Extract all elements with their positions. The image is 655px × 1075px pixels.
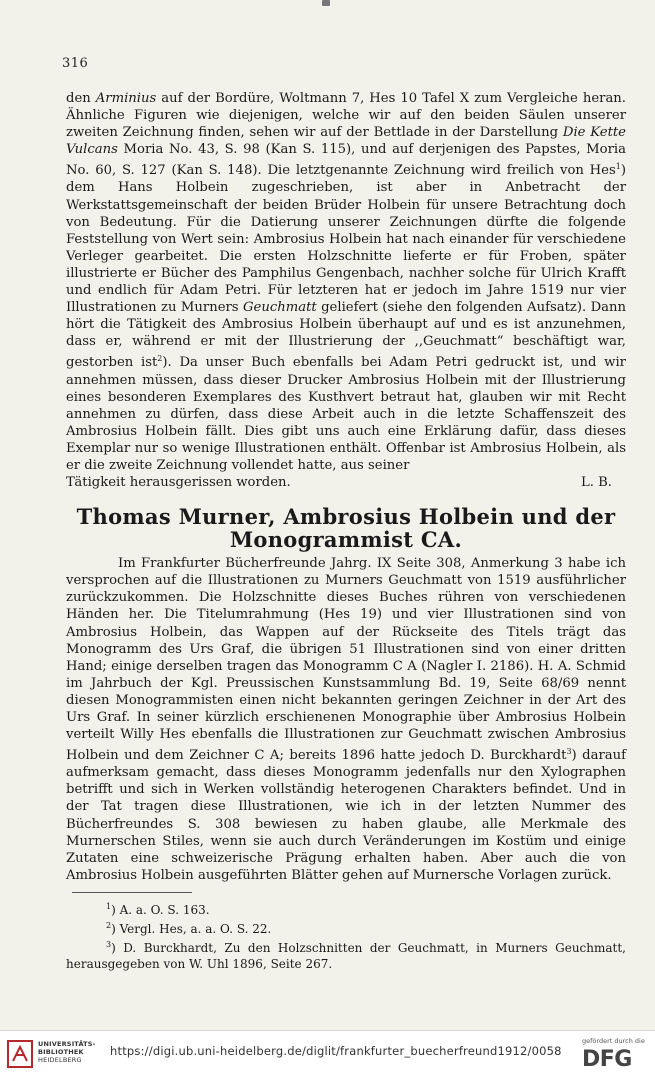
footnote-text: ) D. Burckhardt, Zu den Holzschnitten der Geuchmatt, in Murners Geuchmatt, herausgegeben von W. Uhl 1896, Seite 267. [66,940,626,971]
footnote-mark: 3 [106,939,112,949]
text-run: den [66,91,96,106]
scan-mark [322,0,330,6]
signature-line [66,474,626,491]
author-signature: L. B. [580,475,612,491]
body-text [66,90,626,972]
footnote-rule [72,892,192,893]
footnote [66,937,626,972]
text-run: geliefert (siehe den folgenden Aufsatz). Dann hört die Tätigkeit des Ambrosius Holbein überhaupt auf und es ist anzunehmen, dass er, während er mit der Illustrierung der ,,Geuchmatt“ beschäftigt war, gestorben ist [66,300,627,371]
dfg-logo: DFG [582,1047,632,1072]
text-run: Im Frankfurter Bücherfreunde Jahrg. IX Seite 308, Anmerkung 3 habe ich versprochen auf die Illustrationen zu Murners Geuchmatt von 1519 ausführlicher zurückzukommen. Die Holzschnitte dieses Buches rühren von verschiedenen Händen her. Die Titelumrahmung (Hes 19) und vier Illustrationen sind von Ambrosius Holbein, das Wappen auf der Rückseite des Titels trägt das Monogramm des Urs Graf, die übrigen 51 Illustrationen sind von einer dritten Hand; einige derselben tragen das Monogramm C A (Nagler I. 2186). H. A. Schmid im Jahrbuch der Kgl. Preussischen Kunstsammlung Bd. 19, Seite 68/69 nennt diesen Monogrammisten einen nicht bekannten geringen Zeichner in der Art des Urs Graf. In seiner kürzlich erschienenen Monographie über Ambrosius Holbein verteilt Willy Hes ebenfalls die Illustrationen zur Geuchmatt zwischen Ambrosius Holbein und dem Zeichner C A; bereits 1896 hatte jedoch D. Burckhardt [66,556,626,764]
footnote [66,899,626,918]
paragraph-1 [66,90,626,474]
footnote [66,918,626,937]
heading-line-1: Thomas Murner, Ambrosius Holbein und der [76,504,616,530]
page-number: 316 [62,56,89,71]
text-run: ) dem Hans Holbein zugeschrieben, ist aber in Anbetracht der Werkstattsgemeinschaft der beiden Brüder Holbein für unsere Betrachtung doch von Bedeutung. Für die Datierung unserer Zeichnungen dürfte die folgende Feststellung von Wert sein: Ambrosius Holbein hat nach einander für verschiedene Verleger gearbeitet. Die ersten Holzschnitte lieferte er für Froben, später illustrierte er Bücher des Pamphilus Gengenbach, nachher solche für Ulrich Krafft und endlich für Adam Petri. Für letzteren hat er jedoch im Jahre 1519 nur vier Illustrationen zu Murners [66,163,626,316]
footnote-text: ) Vergl. Hes, a. a. O. S. 22. [111,921,272,936]
university-seal-icon [6,1039,34,1069]
italic-title: Arminius [95,91,157,106]
footnote-reference: 2 [157,354,163,364]
footnote-reference: 3 [566,747,572,757]
paragraph-2 [66,555,626,884]
footnote-mark: 1 [106,901,112,911]
funding-note: gefördert durch die [582,1037,645,1045]
italic-title: Die Kette Vulcans [66,125,626,158]
text-run: auf der Bordüre, Woltmann 7, Hes 10 Tafel X zum Vergleiche heran. Ähnliche Figuren wie diejenigen, welche wir auf den beiden Säulen unserer zweiten Zeichnung finden, sehen wir auf der Bettlade in der Darstellung [66,91,626,141]
text-run: ) darauf aufmerksam gemacht, dass dieses Monogramm jedenfalls nur den Xylographen betrifft und sich in Werken vollständig heterogenen Charakters befindet. Und in der Tat tragen diese Illustrationen, wie ich in der letzten Nummer des Bücherfreundes S. 308 bewiesen zu haben glaube, alle Merkmale des Murnerschen Stiles, wenn sie auch durch Veränderungen im Kostüm und einige Zutaten eine schweizerische Prägung erhalten haben. Aber auch die von Ambrosius Holbein ausgeführten Blätter gehen auf Murnersche Vorlagen zurück. [66,748,626,883]
article-heading [66,505,626,551]
text-run: Moria No. 43, S. 98 (Kan S. 115), und auf derjenigen des Papstes, Moria No. 60, S. 127 (Kan S. 148). Die letztgenannte Zeichnung wird freilich von Hes [66,142,626,179]
last-line-text: Tätigkeit herausgerissen worden. [66,475,291,491]
text-run: ). Da unser Buch ebenfalls bei Adam Petri gedruckt ist, und wir annehmen müssen, dass dieser Drucker Ambrosius Holbein mit der Illustrierung eines besonderen Exemplares des Kusthvert betraut hat, glauben wir mit Recht annehmen zu dürfen, dass diese Arbeit auch in die letzte Schaffenszeit des Ambrosius Holbein fällt. Dies gibt uns auch eine Erklärung dafür, dass dieses Exemplar nur so wenige Illustrationen enthält. Offenbar ist Ambrosius Holbein, als er die zweite Zeichnung vollendet hatte, aus seiner [66,355,626,473]
viewer-footer [0,1030,655,1075]
footnote-mark: 2 [106,920,112,930]
university-library-name: UNIVERSITÄTS- BIBLIOTHEK HEIDELBERG [38,1040,96,1064]
permalink-url[interactable]: https://digi.ub.uni-heidelberg.de/diglit/frankfurter_buecherfreund1912/0058 [110,1044,562,1058]
italic-title: Geuchmatt [243,300,317,316]
footnotes [66,899,626,972]
footnote-reference: 1 [615,162,621,172]
footnote-text: ) A. a. O. S. 163. [111,902,210,917]
heading-line-2: Monogrammist CA. [229,527,463,553]
